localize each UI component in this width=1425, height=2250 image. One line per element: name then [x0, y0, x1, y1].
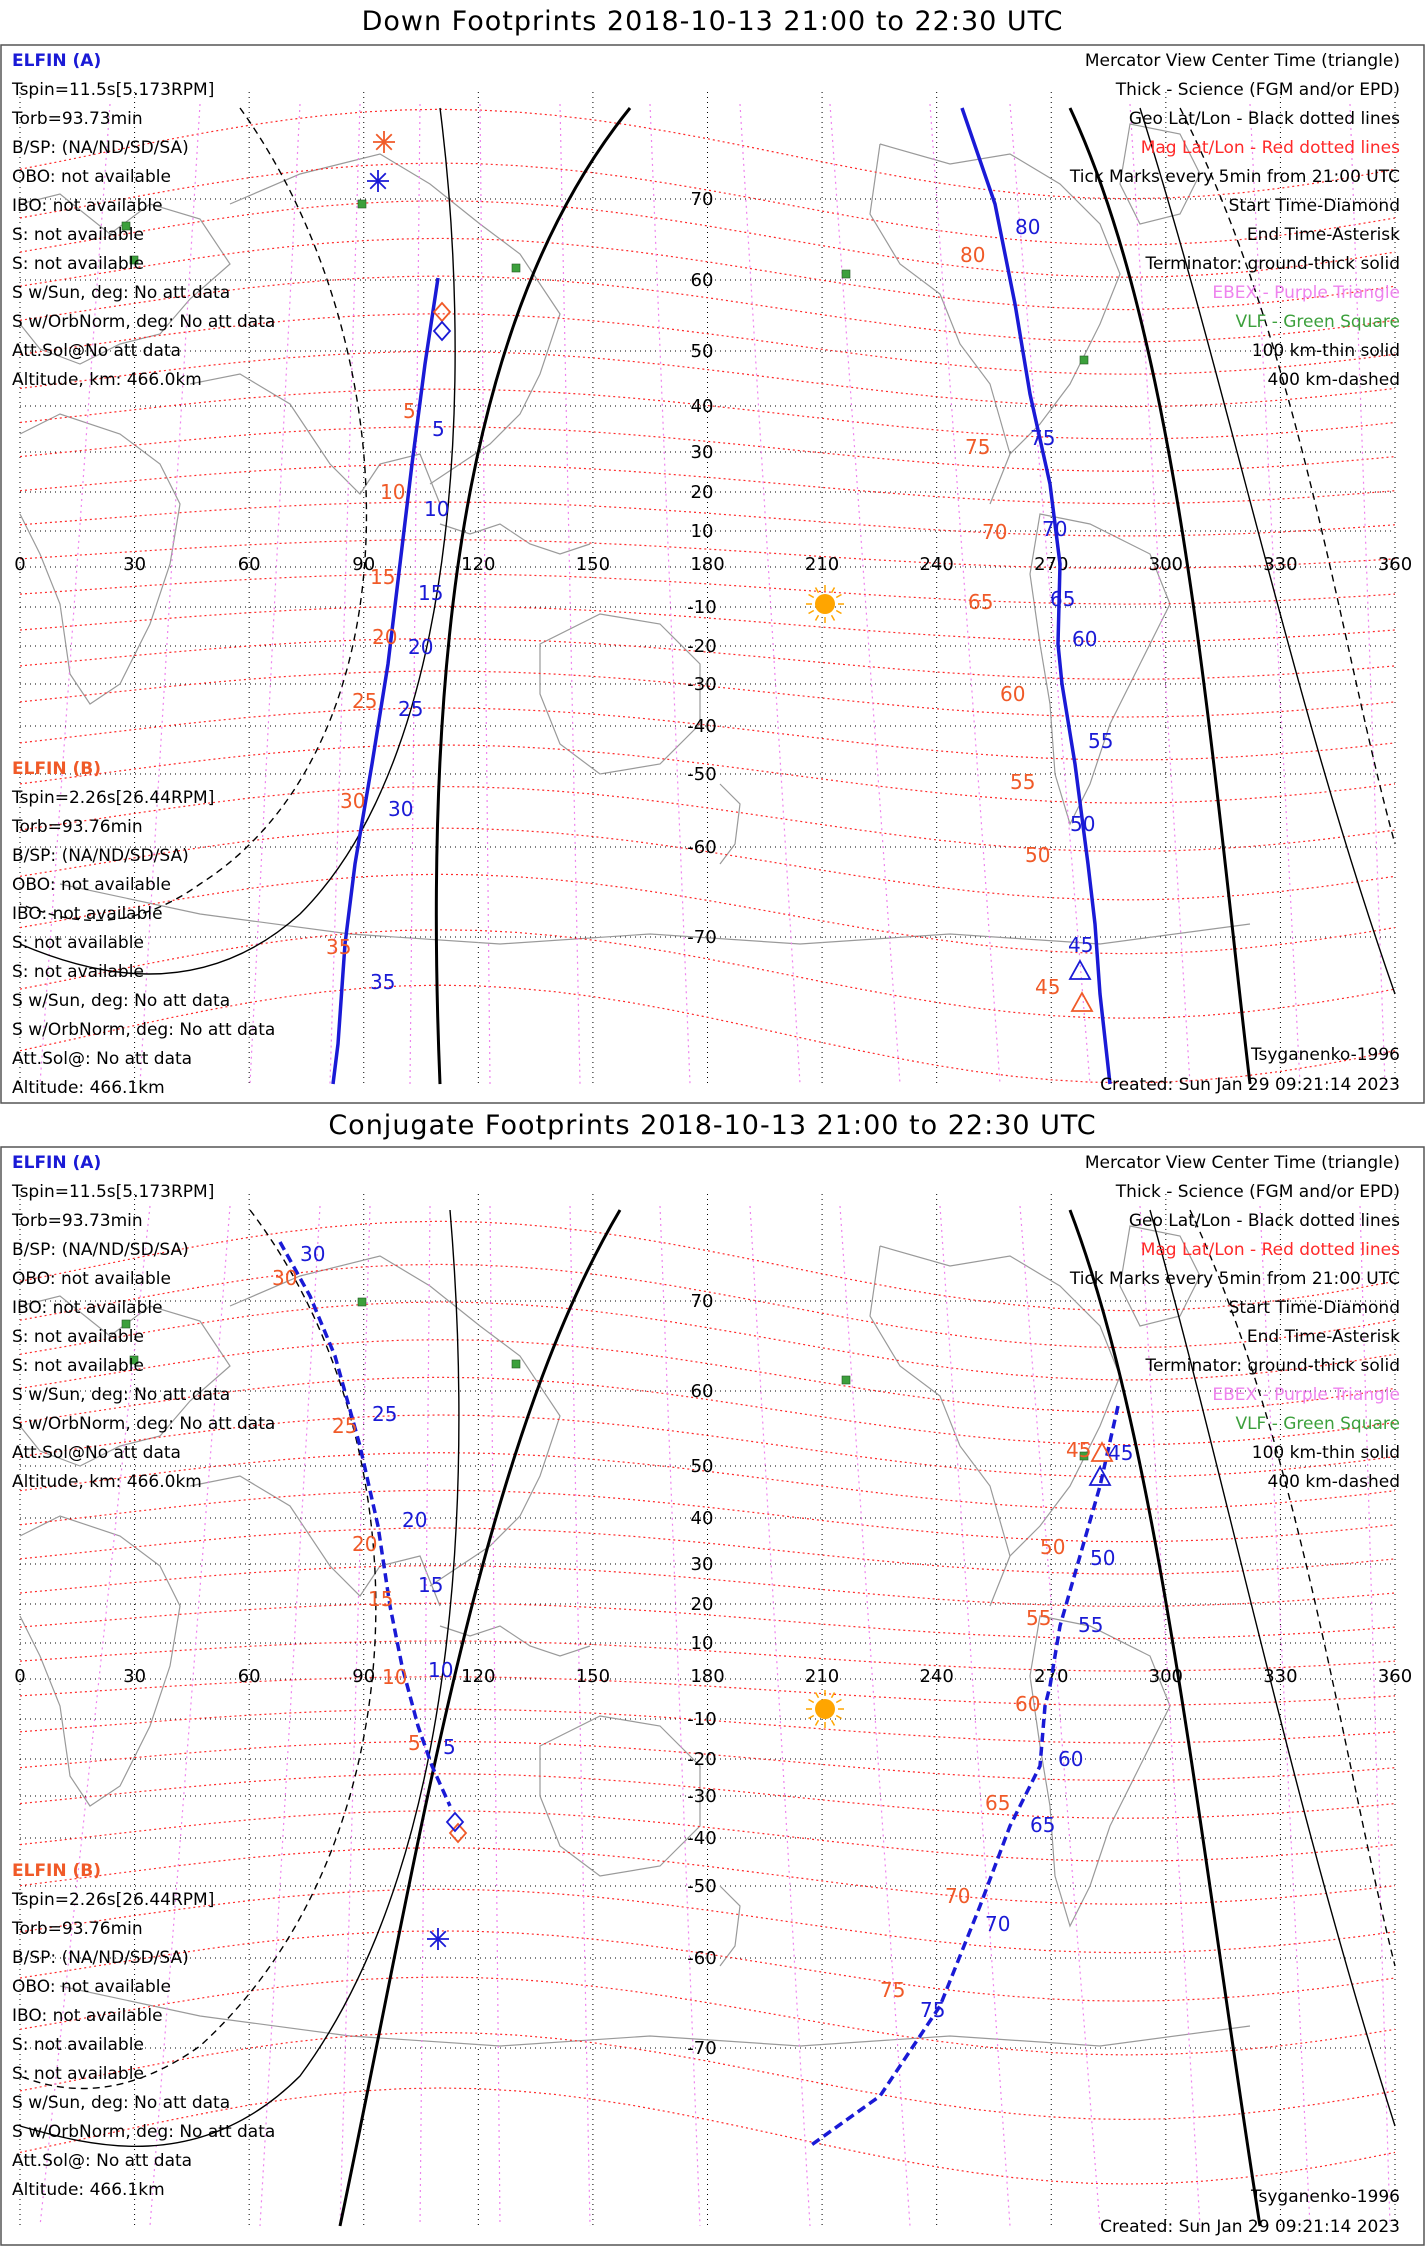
elfin-b-tick-label: 20: [372, 625, 398, 649]
elfin-b-info-line: S w/OrbNorm, deg: No att data: [12, 1020, 276, 1040]
vlf-station-square: [1080, 356, 1088, 364]
legend-line: EBEX - Purple Triangle: [1212, 283, 1400, 303]
elfin-b-tick-label: 15: [370, 565, 396, 589]
lon-axis-label: 150: [575, 1666, 611, 1687]
lon-axis-label: 60: [237, 554, 261, 575]
vlf-station-square: [842, 1376, 850, 1384]
elfin-b-info-line: S w/Sun, deg: No att data: [12, 2093, 231, 2113]
legend-line: Terminator: ground-thick solid: [1145, 1356, 1400, 1376]
lat-axis-label: -70: [687, 927, 717, 948]
vlf-station-square: [842, 270, 850, 278]
elfin-a-info-line: S w/OrbNorm, deg: No att data: [12, 1414, 276, 1434]
lon-axis-label: 270: [1034, 1666, 1069, 1687]
lat-axis-label: 40: [690, 396, 714, 417]
lat-axis-label: 60: [690, 270, 714, 291]
elfin-b-info-line: B/SP: (NA/ND/SD/SA): [12, 846, 189, 866]
elfin-a-info-line: OBO: not available: [12, 1269, 171, 1289]
elfin-a-info-line: B/SP: (NA/ND/SD/SA): [12, 138, 189, 158]
elfin-a-info-line: S w/Sun, deg: No att data: [12, 1385, 231, 1405]
elfin-a-tick-label: 60: [1058, 1747, 1084, 1771]
lon-axis-label: 180: [690, 554, 725, 575]
elfin-a-info-line: Altitude, km: 466.0km: [12, 1472, 202, 1492]
elfin-a-tick-label: 15: [418, 581, 444, 605]
panel-title-down: Down Footprints 2018-10-13 21:00 to 22:30 UTC: [361, 6, 1064, 37]
elfin-a-info-line: Altitude, km: 466.0km: [12, 370, 202, 390]
lat-axis-label: -60: [687, 837, 717, 858]
elfin-b-info-line: B/SP: (NA/ND/SD/SA): [12, 1948, 189, 1968]
lat-axis-label: -30: [687, 1786, 717, 1807]
lon-axis-label: 0: [14, 1666, 26, 1687]
elfin-b-info-line: Altitude: 466.1km: [12, 2180, 165, 2200]
elfin-b-tick-label: 25: [332, 1414, 358, 1438]
lat-axis-label: 70: [690, 189, 714, 210]
legend-line: Mag Lat/Lon - Red dotted lines: [1140, 138, 1400, 158]
lat-axis-label: 10: [690, 521, 714, 542]
elfin-b-tick-label: 25: [352, 689, 378, 713]
legend-line: EBEX - Purple Triangle: [1212, 1385, 1400, 1405]
elfin-b-tick-label: 55: [1026, 1606, 1052, 1630]
legend-line: Start Time-Diamond: [1228, 196, 1400, 216]
lon-axis-label: 210: [804, 554, 840, 575]
lat-axis-label: -10: [687, 1709, 717, 1730]
lat-axis-label: 50: [690, 1456, 714, 1477]
elfin-a-tick-label: 30: [388, 797, 414, 821]
vlf-station-square: [358, 200, 366, 208]
created-timestamp: Created: Sun Jan 29 09:21:14 2023: [1100, 1075, 1400, 1095]
elfin-b-tick-label: 45: [1066, 1438, 1092, 1462]
legend-line: Terminator: ground-thick solid: [1145, 254, 1400, 274]
elfin-b-tick-label: 10: [382, 1665, 408, 1689]
elfin-b-info-line: Att.Sol@: No att data: [12, 1049, 193, 1069]
elfin-a-info-line: S: not available: [12, 225, 144, 245]
elfin-a-tick-label: 50: [1090, 1546, 1116, 1570]
elfin-a-end-asterisk: [427, 1928, 449, 1950]
elfin-a-info-line: Torb=93.73min: [12, 109, 143, 129]
elfin-b-info-line: Tspin=2.26s[26.44RPM]: [12, 788, 215, 808]
lon-axis-label: 210: [804, 1666, 840, 1687]
lat-axis-label: -30: [687, 674, 717, 695]
lon-axis-label: 180: [690, 1666, 725, 1687]
elfin-a-tick-label: 70: [1042, 517, 1068, 541]
lat-axis-label: 70: [690, 1291, 714, 1312]
lat-axis-label: 30: [690, 442, 714, 463]
lat-axis-label: 40: [690, 1508, 714, 1529]
legend-line: 100 km-thin solid: [1251, 341, 1400, 361]
legend-line: Thick - Science (FGM and/or EPD): [1115, 1182, 1400, 1202]
lon-axis-label: 60: [237, 1666, 261, 1687]
elfin-a-info-line: S: not available: [12, 254, 144, 274]
elfin-a-tick-label: 60: [1072, 627, 1098, 651]
lon-axis-label: 90: [352, 1666, 376, 1687]
elfin-b-tick-label: 10: [380, 480, 406, 504]
elfin-b-tick-label: 20: [352, 1532, 378, 1556]
elfin-b-tick-label: 75: [880, 1978, 906, 2002]
lon-axis-label: 30: [123, 1666, 147, 1687]
elfin-b-info-line: Torb=93.76min: [12, 817, 143, 837]
elfin-b-tick-label: 70: [945, 1884, 971, 1908]
elfin-a-info-line: S: not available: [12, 1356, 144, 1376]
elfin-a-name: ELFIN (A): [12, 1153, 102, 1173]
elfin-b-tick-label: 50: [1025, 843, 1051, 867]
lat-axis-label: -50: [687, 764, 717, 785]
elfin-b-tick-label: 65: [985, 1791, 1011, 1815]
vlf-station-square: [358, 1298, 366, 1306]
created-timestamp: Created: Sun Jan 29 09:21:14 2023: [1100, 2217, 1400, 2237]
elfin-b-name: ELFIN (B): [12, 759, 102, 779]
elfin-a-name: ELFIN (A): [12, 51, 102, 71]
legend-line: Thick - Science (FGM and/or EPD): [1115, 80, 1400, 100]
elfin-b-info-line: S w/Sun, deg: No att data: [12, 991, 231, 1011]
elfin-a-tick-label: 50: [1070, 812, 1096, 836]
elfin-a-tick-label: 45: [1068, 933, 1094, 957]
map-panel-conjugate: [0, 1146, 1425, 2246]
legend-line: Geo Lat/Lon - Black dotted lines: [1128, 1211, 1400, 1231]
elfin-b-info-line: Tspin=2.26s[26.44RPM]: [12, 1890, 215, 1910]
lat-axis-label: -70: [687, 2038, 717, 2059]
elfin-b-tick-label: 60: [1000, 682, 1026, 706]
lon-axis-label: 360: [1377, 1666, 1413, 1687]
elfin-b-tick-label: 70: [982, 520, 1008, 544]
lat-axis-label: 20: [690, 482, 714, 503]
legend-line: End Time-Asterisk: [1246, 225, 1400, 245]
lon-axis-label: 270: [1034, 554, 1069, 575]
sun-disk: [815, 594, 835, 614]
elfin-a-info-line: IBO: not available: [12, 1298, 163, 1318]
elfin-a-info-line: Torb=93.73min: [12, 1211, 143, 1231]
elfin-b-info-line: IBO: not available: [12, 2006, 163, 2026]
legend-line: Tick Marks every 5min from 21:00 UTC: [1069, 167, 1400, 187]
lon-axis-label: 330: [1263, 1666, 1298, 1687]
lat-axis-label: -10: [687, 597, 717, 618]
legend-line: Geo Lat/Lon - Black dotted lines: [1128, 109, 1400, 129]
lat-axis-label: -20: [687, 1749, 717, 1770]
elfin-a-tick-label: 20: [402, 1508, 428, 1532]
lon-axis-label: 360: [1377, 554, 1413, 575]
elfin-b-tick-label: 35: [326, 935, 352, 959]
elfin-b-tick-label: 55: [1010, 770, 1036, 794]
lon-axis-label: 300: [1148, 1666, 1184, 1687]
elfin-b-info-line: S: not available: [12, 962, 144, 982]
legend-line: 100 km-thin solid: [1251, 1443, 1400, 1463]
legend-line: Start Time-Diamond: [1228, 1298, 1400, 1318]
lat-axis-label: 20: [690, 1594, 714, 1615]
legend-line: VLF - Green Square: [1235, 1414, 1400, 1434]
elfin-b-tick-label: 45: [1035, 975, 1061, 999]
elfin-a-tick-label: 5: [443, 1735, 456, 1759]
elfin-a-tick-label: 35: [370, 970, 396, 994]
elfin-b-tick-label: 50: [1040, 1535, 1066, 1559]
elfin-a-info-line: S w/OrbNorm, deg: No att data: [12, 312, 276, 332]
elfin-b-info-line: OBO: not available: [12, 1977, 171, 1997]
lat-axis-label: -40: [687, 1828, 717, 1849]
lon-axis-label: 120: [461, 1666, 496, 1687]
sun-disk: [815, 1699, 835, 1719]
elfin-a-info-line: Att.Sol@No att data: [12, 1443, 181, 1463]
lon-axis-label: 150: [575, 554, 611, 575]
elfin-a-info-line: S w/Sun, deg: No att data: [12, 283, 231, 303]
elfin-a-tick-label: 15: [418, 1573, 444, 1597]
elfin-b-info-line: S: not available: [12, 933, 144, 953]
map-panel-down: [0, 44, 1425, 1104]
elfin-a-tick-label: 25: [372, 1402, 398, 1426]
elfin-a-tick-label: 65: [1050, 587, 1076, 611]
legend-line: 400 km-dashed: [1267, 1472, 1400, 1492]
elfin-a-info-line: OBO: not available: [12, 167, 171, 187]
elfin-b-start-asterisk: [373, 131, 395, 153]
lat-axis-label: 50: [690, 341, 714, 362]
model-label: Tsyganenko-1996: [1250, 2187, 1400, 2207]
elfin-a-tick-label: 30: [300, 1242, 326, 1266]
elfin-a-tick-label: 65: [1030, 1813, 1056, 1837]
lon-axis-label: 30: [123, 554, 147, 575]
elfin-b-tick-label: 80: [960, 243, 986, 267]
lat-axis-label: 30: [690, 1554, 714, 1575]
elfin-a-tick-label: 55: [1088, 729, 1114, 753]
vlf-station-square: [512, 264, 520, 272]
lat-axis-label: -20: [687, 636, 717, 657]
legend-line: Mercator View Center Time (triangle): [1084, 51, 1400, 71]
elfin-b-info-line: OBO: not available: [12, 875, 171, 895]
lon-axis-label: 0: [14, 554, 26, 575]
elfin-b-info-line: IBO: not available: [12, 904, 163, 924]
elfin-b-info-line: Att.Sol@: No att data: [12, 2151, 193, 2171]
elfin-b-tick-label: 60: [1015, 1692, 1041, 1716]
elfin-a-tick-label: 10: [428, 1658, 454, 1682]
elfin-b-tick-label: 75: [965, 435, 991, 459]
legend-line: End Time-Asterisk: [1246, 1327, 1400, 1347]
model-label: Tsyganenko-1996: [1250, 1045, 1400, 1065]
legend-line: Mag Lat/Lon - Red dotted lines: [1140, 1240, 1400, 1260]
elfin-b-tick-label: 65: [968, 590, 994, 614]
legend-line: Mercator View Center Time (triangle): [1084, 1153, 1400, 1173]
lat-axis-label: -50: [687, 1876, 717, 1897]
lon-axis-label: 120: [461, 554, 496, 575]
elfin-b-tick-label: 5: [403, 399, 416, 423]
elfin-a-info-line: Tspin=11.5s[5.173RPM]: [12, 80, 215, 100]
elfin-a-tick-label: 10: [424, 497, 450, 521]
elfin-a-end-asterisk: [367, 170, 389, 192]
panel-title-conjugate: Conjugate Footprints 2018-10-13 21:00 to 22:30 UTC: [328, 1110, 1097, 1141]
elfin-a-tick-label: 55: [1078, 1613, 1104, 1637]
elfin-a-info-line: IBO: not available: [12, 196, 163, 216]
elfin-a-tick-label: 75: [920, 1998, 946, 2022]
lon-axis-label: 300: [1148, 554, 1184, 575]
elfin-a-tick-label: 45: [1108, 1441, 1134, 1465]
lat-axis-label: 10: [690, 1633, 714, 1654]
elfin-b-tick-label: 30: [340, 789, 366, 813]
elfin-b-tick-label: 5: [408, 1731, 421, 1755]
elfin-b-name: ELFIN (B): [12, 1861, 102, 1881]
elfin-b-info-line: S: not available: [12, 2035, 144, 2055]
elfin-a-tick-label: 25: [398, 697, 424, 721]
lon-axis-label: 240: [919, 1666, 954, 1687]
elfin-a-tick-label: 5: [432, 417, 445, 441]
elfin-b-info-line: Altitude: 466.1km: [12, 1078, 165, 1098]
legend-line: VLF - Green Square: [1235, 312, 1400, 332]
elfin-b-info-line: S w/OrbNorm, deg: No att data: [12, 2122, 276, 2142]
elfin-a-tick-label: 80: [1015, 215, 1041, 239]
elfin-a-info-line: S: not available: [12, 1327, 144, 1347]
elfin-b-tick-label: 15: [368, 1587, 394, 1611]
elfin-a-info-line: Tspin=11.5s[5.173RPM]: [12, 1182, 215, 1202]
elfin-b-info-line: S: not available: [12, 2064, 144, 2084]
elfin-b-info-line: Torb=93.76min: [12, 1919, 143, 1939]
elfin-a-tick-label: 20: [408, 635, 434, 659]
legend-line: Tick Marks every 5min from 21:00 UTC: [1069, 1269, 1400, 1289]
elfin-a-info-line: B/SP: (NA/ND/SD/SA): [12, 1240, 189, 1260]
legend-line: 400 km-dashed: [1267, 370, 1400, 390]
elfin-a-info-line: Att.Sol@No att data: [12, 341, 181, 361]
lat-axis-label: -40: [687, 716, 717, 737]
lon-axis-label: 330: [1263, 554, 1298, 575]
elfin-a-tick-label: 75: [1030, 426, 1056, 450]
lon-axis-label: 90: [352, 554, 376, 575]
lon-axis-label: 240: [919, 554, 954, 575]
lat-axis-label: -60: [687, 1948, 717, 1969]
elfin-b-tick-label: 30: [272, 1266, 298, 1290]
elfin-a-tick-label: 70: [985, 1912, 1011, 1936]
vlf-station-square: [512, 1360, 520, 1368]
lat-axis-label: 60: [690, 1381, 714, 1402]
